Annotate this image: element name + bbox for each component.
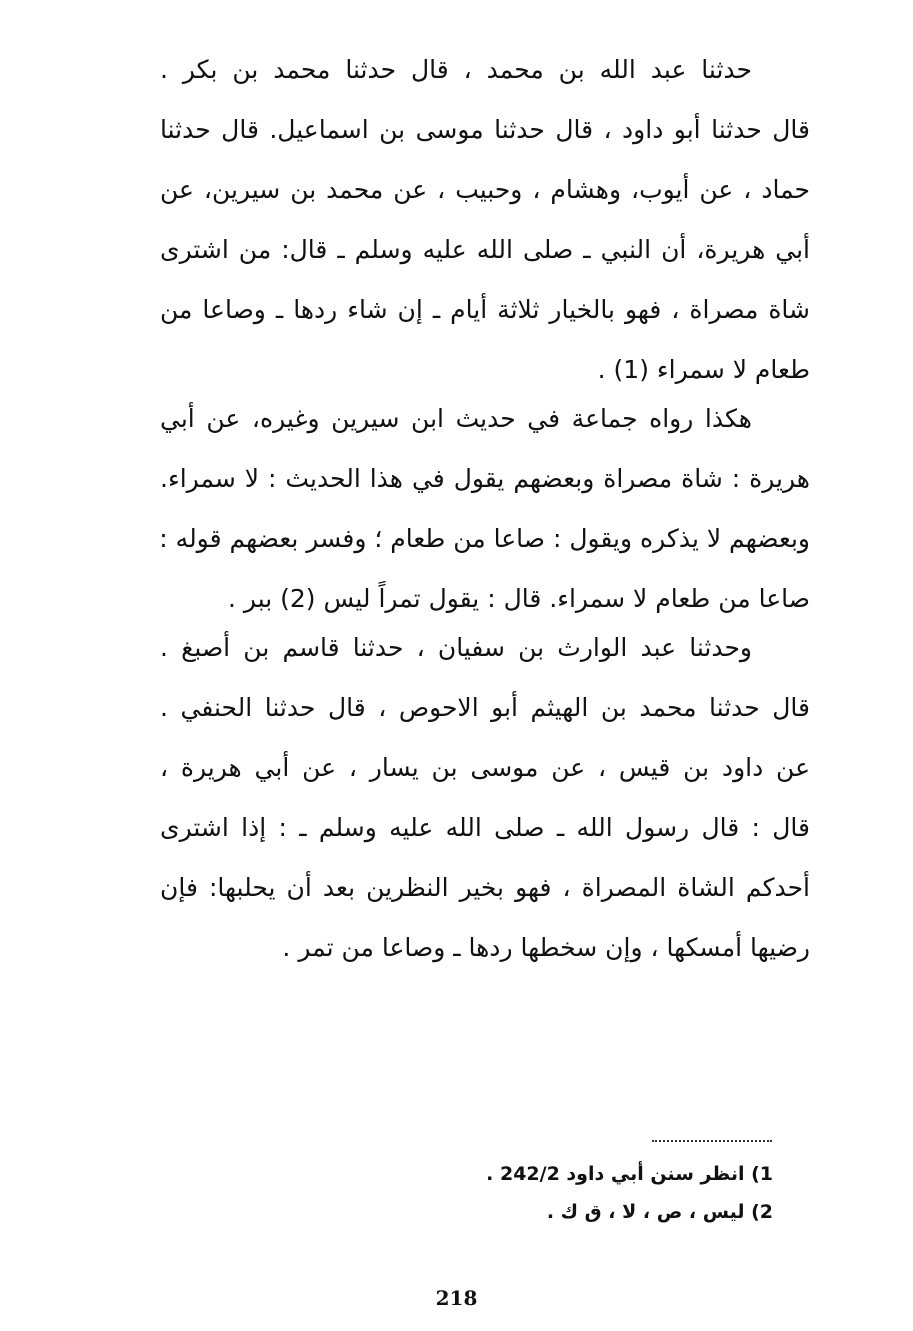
text-line: هكذا رواه جماعة في حديث ابن سيرين وغيره، عن أبي xyxy=(160,404,752,433)
footnotes xyxy=(393,1155,773,1231)
text-line: قال : قال رسول الله ـ صلى الله عليه وسلم ـ : إذا اشترى xyxy=(160,813,810,842)
text-line: أحدكم الشاة المصراة ، فهو بخير النظرين بعد أن يحلبها: فإن xyxy=(160,873,810,902)
text-line: شاة مصراة ، فهو بالخيار ثلاثة أيام ـ إن شاء ردها ـ وصاعا من xyxy=(160,295,810,324)
paragraph-3 xyxy=(160,618,810,978)
page-number: 218 xyxy=(435,1286,478,1310)
text-line: وبعضهم لا يذكره ويقول : صاعا من طعام ؛ وفسر بعضهم قوله : xyxy=(159,524,810,553)
text-line: رضيها أمسكها ، وإن سخطها ردها ـ وصاعا من تمر . xyxy=(282,933,810,962)
text-line: قال حدثنا أبو داود ، قال حدثنا موسى بن اسماعيل. قال حدثنا xyxy=(160,115,810,144)
text-line: أبي هريرة، أن النبي ـ صلى الله عليه وسلم ـ قال: من اشترى xyxy=(160,235,810,264)
text-line: هريرة : شاة مصراة وبعضهم يقول في هذا الحديث : لا سمراء. xyxy=(160,464,810,493)
text-line: حدثنا عبد الله بن محمد ، قال حدثنا محمد بن بكر . xyxy=(160,55,752,84)
text-line: عن داود بن قيس ، عن موسى بن يسار ، عن أبي هريرة ، xyxy=(160,753,810,782)
text-line: حماد ، عن أيوب، وهشام ، وحبيب ، عن محمد بن سيرين، عن xyxy=(160,175,810,204)
footnote-1: 1) انظر سنن أبي داود 242/2 . xyxy=(486,1163,773,1185)
text-line: طعام لا سمراء (1) . xyxy=(597,355,810,384)
text-line: صاعا من طعام لا سمراء. قال : يقول تمراً ليس (2) ببر . xyxy=(228,584,810,613)
paragraph-2 xyxy=(160,389,810,629)
footnote-separator xyxy=(652,1140,772,1142)
text-line: قال حدثنا محمد بن الهيثم أبو الاحوص ، قال حدثنا الحنفي . xyxy=(160,693,810,722)
paragraph-1 xyxy=(160,40,810,400)
text-line: وحدثنا عبد الوارث بن سفيان ، حدثنا قاسم بن أصبغ . xyxy=(160,633,752,662)
footnote-2: 2) ليس ، ص ، لا ، ق ك . xyxy=(546,1201,773,1223)
